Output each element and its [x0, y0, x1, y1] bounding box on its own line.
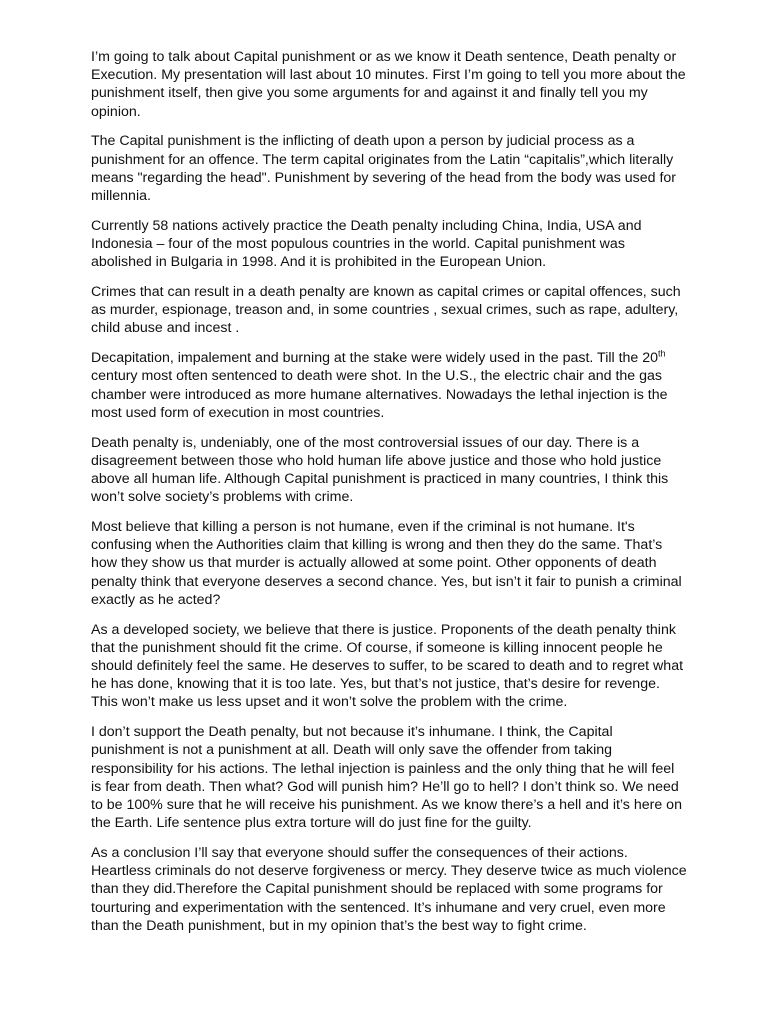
paragraph-definition: The Capital punishment is the inflicting of death upon a person by judicial process as a punishment for an offence. The term capital originates from the Latin “capitalis”,which literally means "regarding the head". Punishment by severing of the head from the body was used for millennia.	[91, 133, 677, 205]
paragraph-opponents: Most believe that killing a person is not humane, even if the criminal is not humane. It's confusing when the Authorities claim that killing is wrong and then they do the same. That’s how they show us that murder is actually allowed at some point. Other opponents of death penalty think that everyone deserves a second chance. Yes, but isn’t it fair to punish a criminal exactly as he acted?	[91, 519, 682, 608]
paragraph-proponents: As a developed society, we believe that there is justice. Proponents of the death penalty think that the punishment should fit the crime. Of course, if someone is killing innocent people he should definitely feel the same. He deserves to suffer, to be scared to death and to regret what he has done, knowing that it is too late. Yes, but that’s not justice, that’s desire for revenge. This won’t make us less upset and it won’t solve the problem with the crime.	[91, 621, 684, 711]
paragraph-intro: I’m going to talk about Capital punishment or as we know it Death sentence, Death penalty or Execution. My presentation will last about 10 minutes. First I’m going to tell you more about the punishment itself, then give you some arguments for and against it and finally tell you my opinion.	[91, 49, 686, 120]
paragraph-conclusion: As a conclusion I’ll say that everyone should suffer the consequences of their actions. Heartless criminals do not deserve forgiveness or mercy. They deserve twice as much violence than they did.Therefore the Capital punishment should be replaced with some programs for tourturing and experimentation with the sentenced. It’s inhumane and very cruel, even more than the Death punishment, but in my opinion that’s the best way to fight crime.	[91, 845, 687, 934]
paragraph-methods	[91, 349, 688, 422]
paragraph-methods-text-before: Decapitation, impalement and burning at the stake were widely used in the past. Till the 20	[91, 350, 659, 367]
paragraph-methods-text-after: century most often sentenced to death were shot. In the U.S., the electric chair and the gas chamber were introduced as more humane alternatives. Nowadays the lethal injection is the most used form of execution in most countries.	[91, 368, 668, 421]
paragraph-current-practice: Currently 58 nations actively practice the Death penalty including China, India, USA and Indonesia – four of the most populous countries in the world. Capital punishment was abolished in Bulgaria in 1998. And it is prohibited in the European Union.	[91, 217, 642, 271]
superscript-th: th	[658, 348, 666, 359]
paragraph-controversy: Death penalty is, undeniably, one of the most controversial issues of our day. There is a disagreement between those who hold human life above justice and those who hold justice above all human life. Although Capital punishment is practiced in many countries, I think this won’t solve society’s problems with crime.	[91, 434, 669, 506]
paragraph-opinion: I don’t support the Death penalty, but not because it’s inhumane. I think, the Capital punishment is not a punishment at all. Death will only save the offender from taking responsibility for his actions. The lethal injection is painless and the only thing that he will feel is fear from death. Then what? God will punish him? He’ll go to hell? I don’t think so. We need to be 100% sure that he will receive his punishment. As we know there’s a hell and it’s here on the Earth. Life sentence plus extra torture will do just fine for the guilty.	[91, 724, 682, 832]
paragraph-capital-crimes: Crimes that can result in a death penalty are known as capital crimes or capital offences, such as murder, espionage, treason and, in some countries , sexual crimes, such as rape, adultery, child abuse and incest .	[91, 284, 681, 337]
